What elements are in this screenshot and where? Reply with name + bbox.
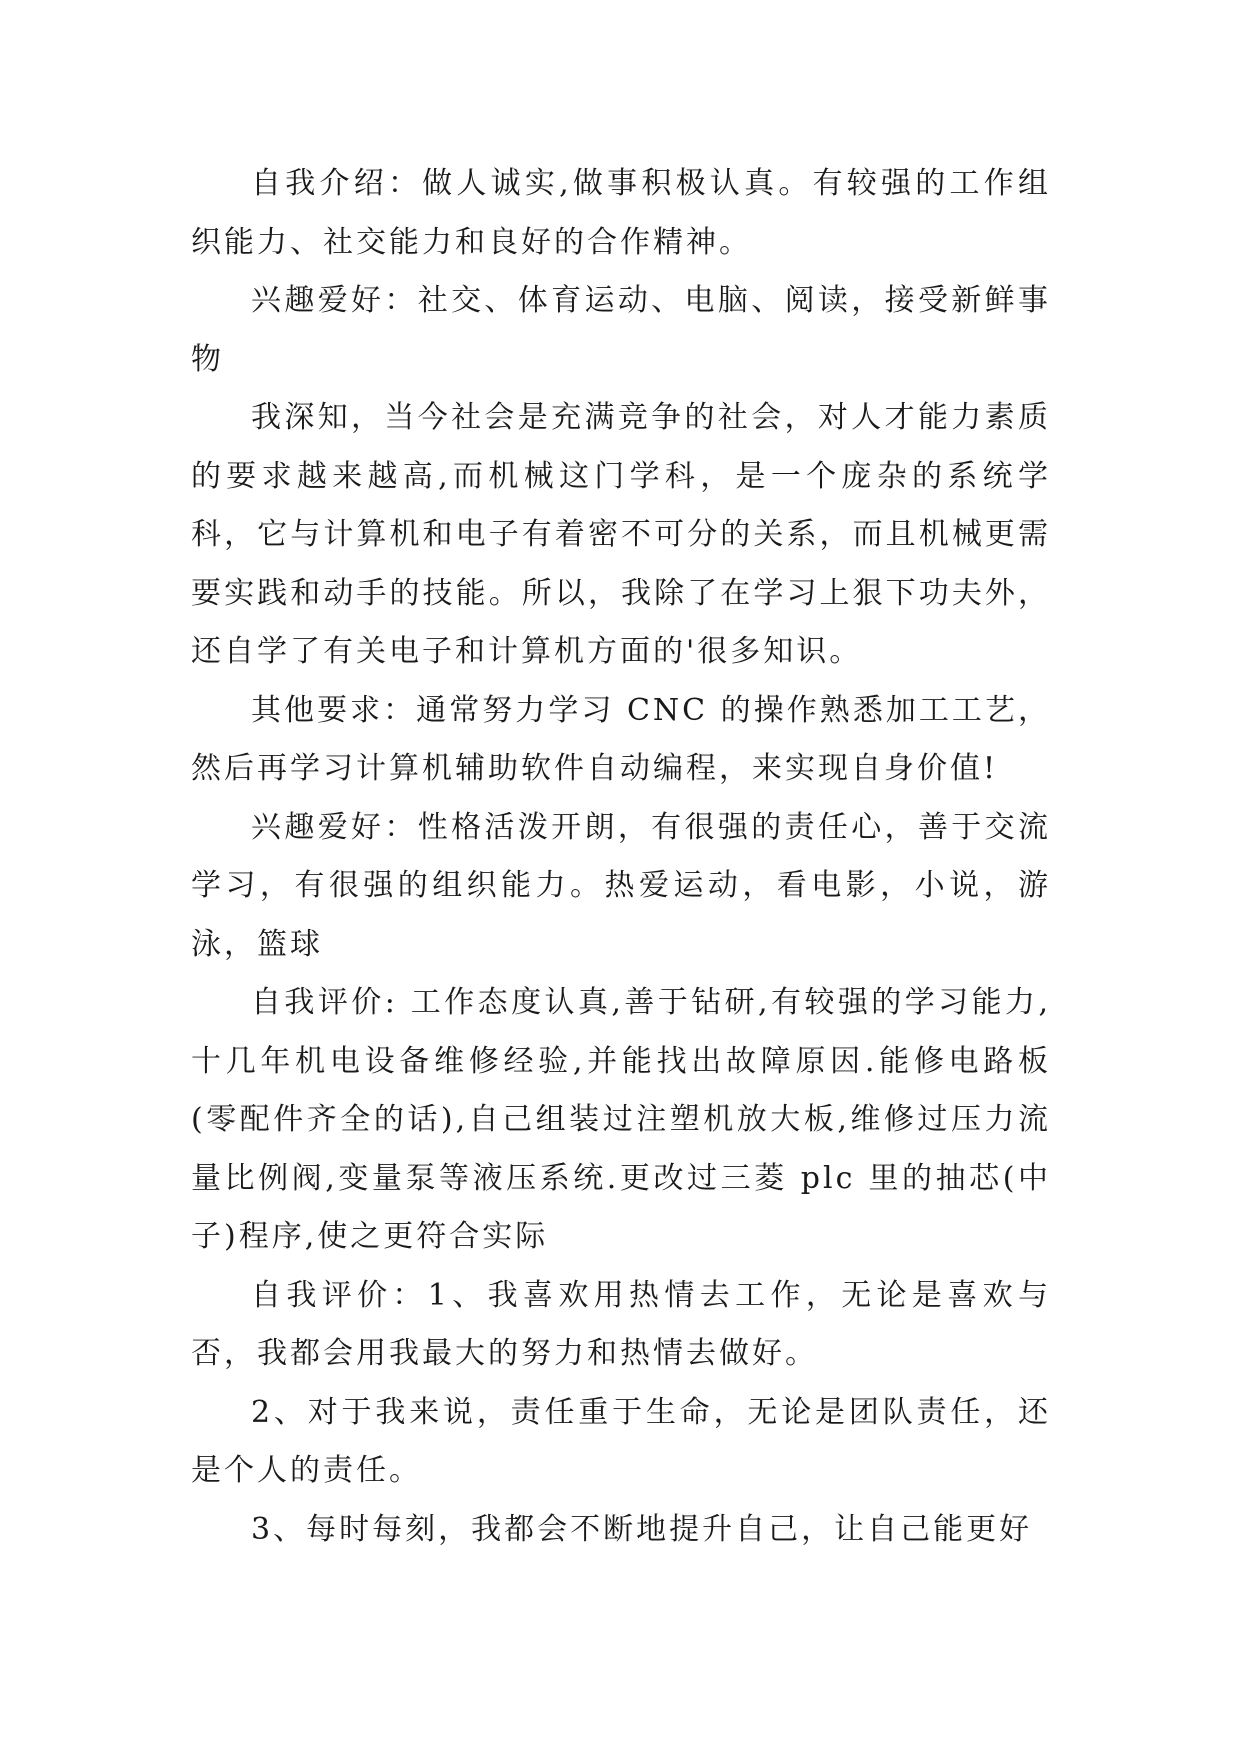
document-body <box>191 155 1051 1559</box>
paragraph-self-intro: 自我介绍：做人诚实,做事积极认真。有较强的工作组织能力、社交能力和良好的合作精神。 <box>191 166 1051 260</box>
paragraph-awareness: 我深知，当今社会是充满竞争的社会，对人才能力素质的要求越来越高,而机械这门学科，是一个庞杂的系统学科，它与计算机和电子有着密不可分的关系，而且机械更需要实践和动手的技能。所以，我除了在学习上狠下功夫外，还自学了有关电子和计算机方面的'很多知识。 <box>191 400 1051 669</box>
paragraph-hobbies-2: 兴趣爱好：性格活泼开朗，有很强的责任心，善于交流学习，有很强的组织能力。热爱运动，看电影，小说，游泳，篮球 <box>191 809 1051 962</box>
paragraph-self-evaluation: 自我评价: 工作态度认真,善于钻研,有较强的学习能力,十几年机电设备维修经验,并能找出故障原因.能修电路板(零配件齐全的话),自己组装过注塑机放大板,维修过压力流量比例阀,变量泵等液压系统.更改过三菱 plc 里的抽芯(中子)程序,使之更符合实际 <box>191 985 1051 1254</box>
paragraph-self-evaluation-2: 自我评价：1、我喜欢用热情去工作，无论是喜欢与否，我都会用我最大的努力和热情去做好。 <box>191 1277 1051 1371</box>
paragraph-item-3: 3、每时每刻，我都会不断地提升自己，让自己能更好 <box>251 1511 1033 1547</box>
paragraph-other-requirements: 其他要求：通常努力学习 CNC 的操作熟悉加工工艺，然后再学习计算机辅助软件自动编程，来实现自身价值! <box>191 692 1051 786</box>
paragraph-hobbies: 兴趣爱好：社交、体育运动、电脑、阅读，接受新鲜事物 <box>191 283 1051 377</box>
paragraph-item-2: 2、对于我来说，责任重于生命，无论是团队责任，还是个人的责任。 <box>191 1394 1051 1488</box>
